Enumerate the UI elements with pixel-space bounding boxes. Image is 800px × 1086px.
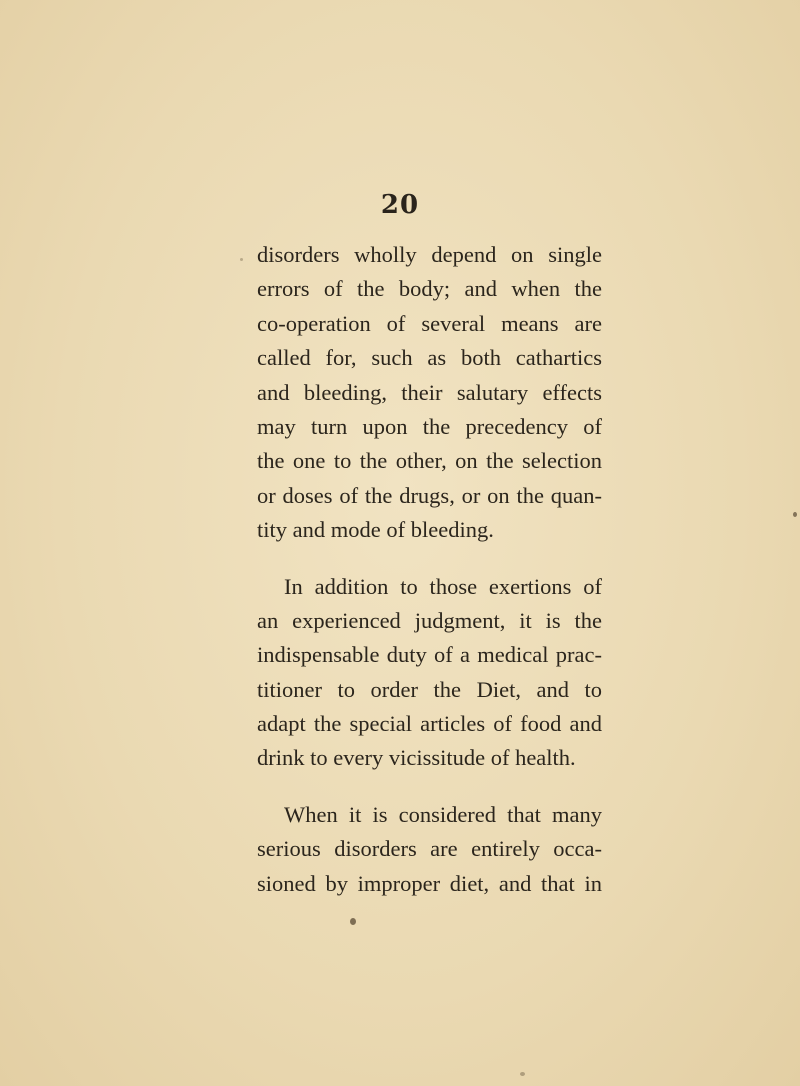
text-line: called for, such as both cathartics — [257, 345, 602, 371]
paragraph-gap — [257, 776, 602, 798]
text-line: serious disorders are entirely occa- — [257, 836, 602, 862]
text-line: sioned by improper diet, and that in — [257, 870, 602, 896]
body-text — [257, 238, 602, 901]
text-line: indispensable duty of a medical prac- — [257, 642, 602, 668]
text-line: an experienced judgment, it is the — [257, 607, 602, 633]
paper-speck — [240, 258, 243, 261]
text-line: drink to every vicissitude of health. — [257, 745, 576, 771]
paragraph-3 — [257, 798, 602, 901]
text-line: tity and mode of bleeding. — [257, 517, 494, 543]
text-line: or doses of the drugs, or on the quan- — [257, 482, 602, 508]
text-line: disorders wholly depend on single — [257, 242, 602, 267]
text-line: adapt the special articles of food and — [257, 711, 602, 737]
text-line: and bleeding, their salutary effects — [257, 379, 602, 405]
paper-speck — [350, 918, 356, 925]
text-line: When it is considered that many — [284, 801, 602, 827]
text-line: titioner to order the Diet, and to — [257, 676, 602, 702]
text-line: the one to the other, on the selection — [257, 448, 602, 474]
text-line: errors of the body; and when the — [257, 276, 602, 302]
paper-speck — [520, 1072, 525, 1076]
paragraph-2 — [257, 570, 602, 776]
paragraph-gap — [257, 548, 602, 570]
page-number: 20 — [380, 190, 420, 220]
text-line: co-operation of several means are — [257, 310, 602, 336]
paragraph-1 — [257, 238, 602, 548]
text-line: may turn upon the precedency of — [257, 413, 602, 439]
paper-speck — [793, 512, 797, 517]
text-line: In addition to those exertions of — [284, 573, 602, 599]
